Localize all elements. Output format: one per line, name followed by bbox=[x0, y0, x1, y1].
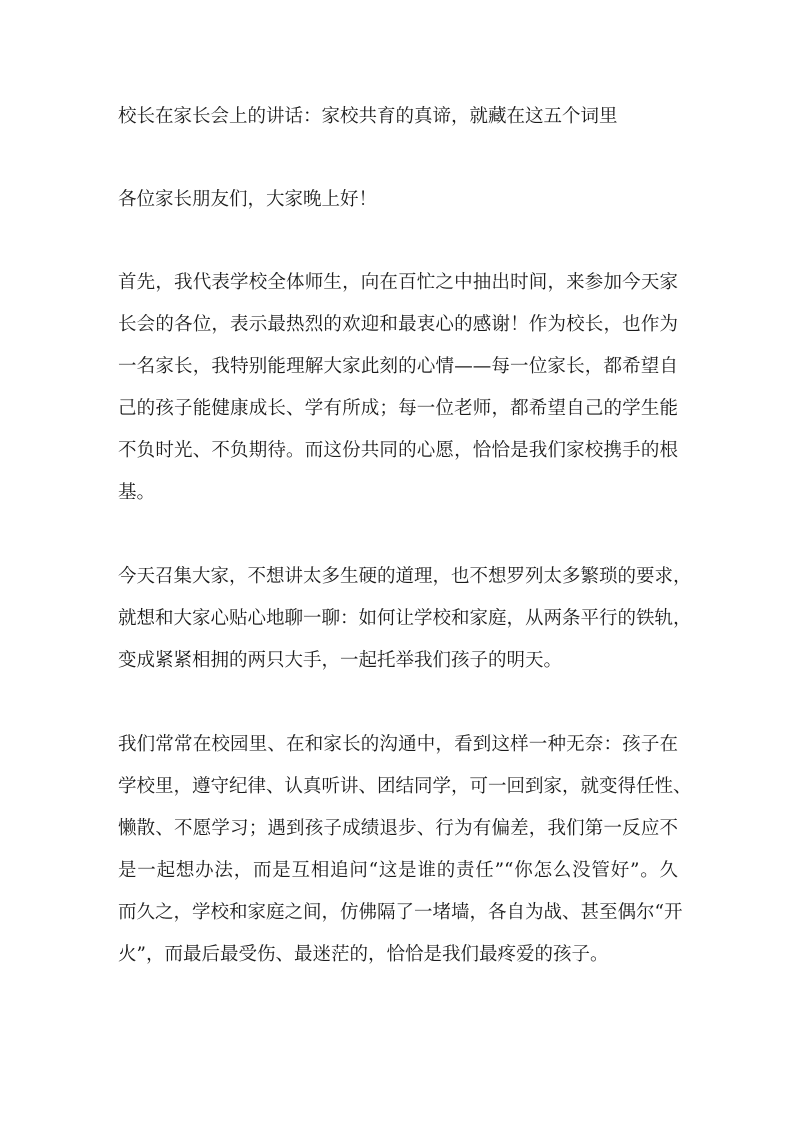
paragraph-line: 长会的各位，表示最热烈的欢迎和最衷心的感谢！作为校长，也作为 bbox=[118, 314, 678, 335]
document-title: 校长在家长会上的讲话：家校共育的真谛，就藏在这五个词里 bbox=[118, 106, 618, 127]
paragraph-line: 火”，而最后最受伤、最迷茫的，恰恰是我们最疼爱的孩子。 bbox=[118, 944, 609, 965]
paragraph-line: 首先，我代表学校全体师生，向在百忙之中抽出时间，来参加今天家 bbox=[118, 272, 678, 293]
paragraph-line: 己的孩子能健康成长、学有所成；每一位老师，都希望自己的学生能 bbox=[118, 398, 678, 419]
paragraph-line: 基。 bbox=[118, 482, 156, 503]
paragraph-line: 就想和大家心贴心地聊一聊：如何让学校和家庭，从两条平行的铁轨， bbox=[118, 608, 692, 629]
paragraph-line: 我们常常在校园里、在和家长的沟通中，看到这样一种无奈：孩子在 bbox=[118, 734, 678, 755]
paragraph-line: 而久之，学校和家庭之间，仿佛隔了一堵墙，各自为战、甚至偶尔“开 bbox=[118, 902, 683, 923]
paragraph-line: 今天召集大家，不想讲太多生硬的道理，也不想罗列太多繁琐的要求， bbox=[118, 566, 692, 587]
paragraph-line: 懒散、不愿学习；遇到孩子成绩退步、行为有偏差，我们第一反应不 bbox=[118, 818, 678, 839]
paragraph-line: 不负时光、不负期待。而这份共同的心愿，恰恰是我们家校携手的根 bbox=[118, 440, 678, 461]
paragraph-line: 一名家长，我特别能理解大家此刻的心情——每一位家长，都希望自 bbox=[118, 356, 678, 377]
greeting: 各位家长朋友们，大家晚上好！ bbox=[118, 189, 378, 210]
paragraph-line: 是一起想办法，而是互相追问“这是谁的责任”“你怎么没管好”。久 bbox=[118, 860, 678, 881]
paragraph-line: 变成紧紧相拥的两只大手，一起托举我们孩子的明天。 bbox=[118, 650, 563, 671]
paragraph-line: 学校里，遵守纪律、认真听讲、团结同学，可一回到家，就变得任性、 bbox=[118, 776, 692, 797]
